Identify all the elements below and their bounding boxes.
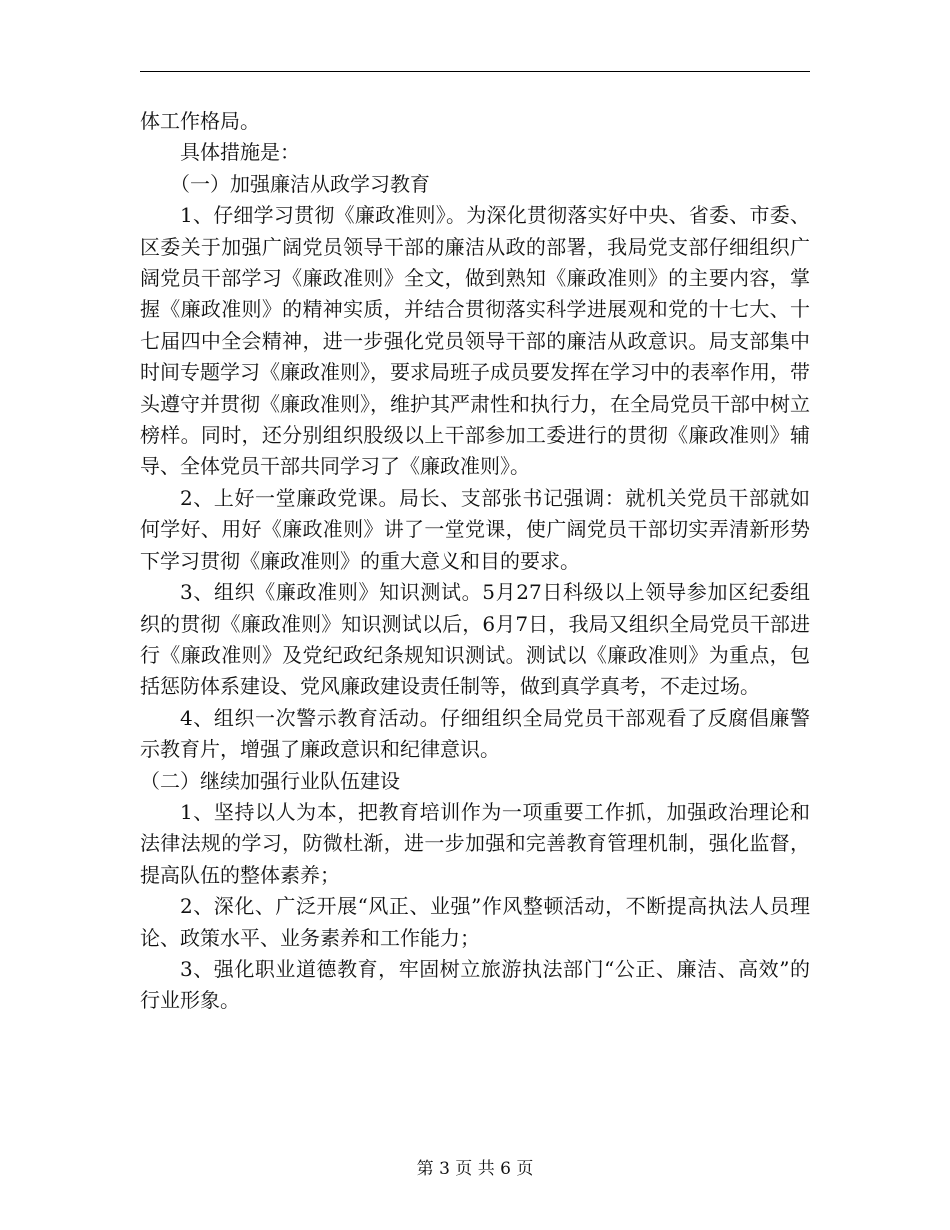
paragraph: 4、组织一次警示教育活动。仔细组织全局党员干部观看了反腐倡廉警示教育片，增强了廉政意识和纪律意识。 xyxy=(140,705,810,762)
paragraph: 1、坚持以人为本，把教育培训作为一项重要工作抓，加强政治理论和法律法规的学习，防微杜渐，进一步加强和完善教育管理机制，强化监督，提高队伍的整体素养； xyxy=(140,799,810,887)
paragraph: 体工作格局。 xyxy=(140,109,260,133)
paragraph: 2、上好一堂廉政党课。局长、支部张书记强调：就机关党员干部就如何学好、用好《廉政准则》讲了一堂党课，使广阔党员干部切实弄清新形势下学习贯彻《廉政准则》的重大意义和目的要求。 xyxy=(140,485,810,573)
paragraph: 1、仔细学习贯彻《廉政准则》。为深化贯彻落实好中央、省委、市委、区委关于加强广阔党员领导干部的廉洁从政的部署，我局党支部仔细组织广阔党员干部学习《廉政准则》全文，做到熟知《廉政准则》的主要内容，掌握《廉政准则》的精神实质，并结合贯彻落实科学进展观和党的十七大、十七届四中全会精神，进一步强化党员领导干部的廉洁从政意识。局支部集中时间专题学习《廉政准则》，要求局班子成员要发挥在学习中的表率作用，带头遵守并贯彻《廉政准则》，维护其严肃性和执行力，在全局党员干部中树立榜样。同时，还分别组织股级以上干部参加工委进行的贯彻《廉政准则》辅导、全体党员干部共同学习了《廉政准则》。 xyxy=(140,203,810,479)
paragraph: 3、强化职业道德教育，牢固树立旅游执法部门“公正、廉洁、高效”的行业形象。 xyxy=(140,956,810,1013)
paragraph: 具体措施是： xyxy=(180,140,300,165)
paragraph: 2、深化、广泛开展“风正、业强”作风整顿活动，不断提高执法人员理论、政策水平、业务素养和工作能力； xyxy=(140,894,810,950)
section-heading: （二）继续加强行业队伍建设 xyxy=(140,768,400,793)
section-heading: （一）加强廉洁从政学习教育 xyxy=(170,171,430,196)
header-rule xyxy=(140,71,810,72)
document-body xyxy=(140,106,810,1017)
page-footer: 第 3 页 共 6 页 xyxy=(416,1159,534,1179)
paragraph: 3、组织《廉政准则》知识测试。5月27日科级以上领导参加区纪委组织的贯彻《廉政准则》知识测试以后，6月7日，我局又组织全局党员干部进行《廉政准则》及党纪政纪条规知识测试。测试以《廉政准则》为重点，包括惩防体系建设、党风廉政建设责任制等，做到真学真考，不走过场。 xyxy=(140,580,810,699)
